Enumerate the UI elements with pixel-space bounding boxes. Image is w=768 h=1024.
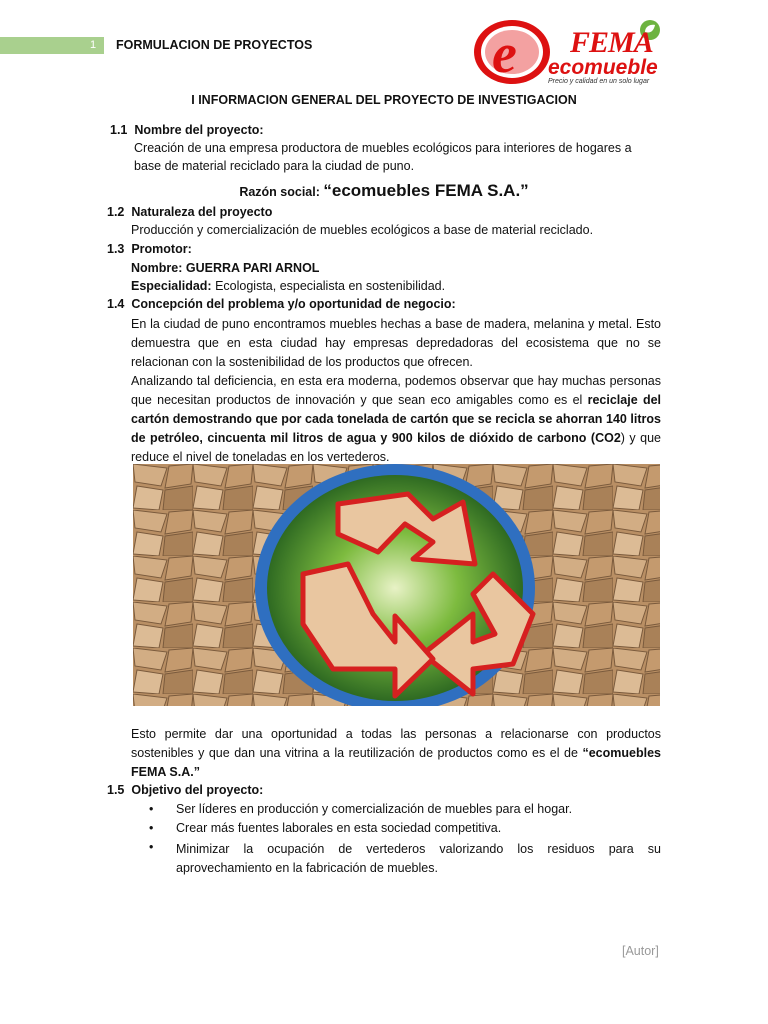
recycle-symbol-icon <box>133 464 660 706</box>
company-logo <box>470 14 670 86</box>
s1-3-number: 1.3 <box>107 242 125 256</box>
s1-1-label: Nombre del proyecto: <box>134 123 264 137</box>
header-bar <box>0 37 104 54</box>
bullet-icon: • <box>149 821 154 835</box>
p2-text-a: Analizando tal deficiencia, en esta era moderna, podemos observar que hay muchas personas que necesitan productos de innovación y que sean eco amigables como es el <box>131 374 661 407</box>
logo-letter: e <box>492 23 517 85</box>
s1-2-number: 1.2 <box>107 205 125 219</box>
page-number: 1 <box>90 39 97 51</box>
razon-label: Razón social: <box>239 185 320 199</box>
objective-item: Minimizar la ocupación de vertederos valorizando los residuos para su aprovechamiento en la fabricación de muebles. <box>176 842 661 875</box>
promotor-especialidad <box>131 279 445 293</box>
bullet-icon: • <box>149 802 154 816</box>
p3-text-bold: “ecomuebles FEMA S.A.” <box>131 746 661 779</box>
s1-2-text: Producción y comercialización de muebles ecológicos a base de material reciclado. <box>131 223 594 237</box>
s1-5-label: Objetivo del proyecto: <box>131 783 264 797</box>
s1-3-heading <box>107 242 192 256</box>
especialidad-value: Ecologista, especialista en sostenibilidad. <box>215 279 446 293</box>
s1-1-line1: Creación de una empresa productora de muebles ecológicos para interiores de hogares a <box>134 141 632 155</box>
s1-4-paragraph-2 <box>131 372 661 467</box>
s1-3-label: Promotor: <box>131 242 192 256</box>
s1-4-paragraph-1: En la ciudad de puno encontramos muebles hechas a base de madera, melanina y metal. Esto demuestra que en esta ciudad hay empresas depredadoras del ecosistema que no se relacionan con la sostenibilidad de los productos que ofrecen. <box>131 317 661 369</box>
especialidad-label: Especialidad: <box>131 279 212 293</box>
s1-1-number: 1.1 <box>110 123 128 137</box>
s1-4-label: Concepción del problema y/o oportunidad de negocio: <box>131 297 456 311</box>
objective-item: Ser líderes en producción y comercialización de muebles para el hogar. <box>176 802 573 816</box>
bullet-icon: • <box>149 840 154 854</box>
s1-5-heading <box>107 783 263 797</box>
s1-4-heading <box>107 297 456 311</box>
razon-value: “ecomuebles FEMA S.A.” <box>323 181 529 200</box>
s1-1-heading <box>110 123 264 137</box>
recycling-image <box>133 464 660 706</box>
section-title: I INFORMACION GENERAL DEL PROYECTO DE INVESTIGACION <box>191 93 577 107</box>
razon-social <box>0 181 768 201</box>
logo-brand: FEMA <box>570 26 653 59</box>
objective-item: Crear más fuentes laborales en esta sociedad competitiva. <box>176 821 502 835</box>
s1-2-label: Naturaleza del proyecto <box>131 205 273 219</box>
author-placeholder[interactable]: [Autor] <box>622 944 659 958</box>
p3-text-a: Esto permite dar una oportunidad a todas las personas a relacionarse con productos sostenibles y que dan una vitrina a la reutilización de productos como es el de <box>131 727 661 760</box>
logo-name: ecomueble <box>548 56 658 79</box>
s1-4-number: 1.4 <box>107 297 125 311</box>
p2-text-c: ) y que reduce el nivel de toneladas en los vertederos. <box>131 431 661 464</box>
promotor-name: Nombre: GUERRA PARI ARNOL <box>131 261 320 275</box>
s1-2-heading <box>107 205 272 219</box>
logo-slogan: Precio y calidad en un solo lugar <box>548 78 650 85</box>
s1-4-paragraph-3 <box>131 725 661 782</box>
s1-1-line2: base de material reciclado para la ciudad de puno. <box>134 159 415 173</box>
s1-5-number: 1.5 <box>107 783 125 797</box>
p2-text-bold: reciclaje del cartón demostrando que por cada tonelada de cartón que se recicla se ahorran 140 litros de petróleo, cincuenta mil litros de agua y 900 kilos de dióxido de carbono (CO2 <box>131 393 662 445</box>
header-title: FORMULACION DE PROYECTOS <box>116 38 313 52</box>
logo-e-emblem-icon <box>470 14 560 86</box>
